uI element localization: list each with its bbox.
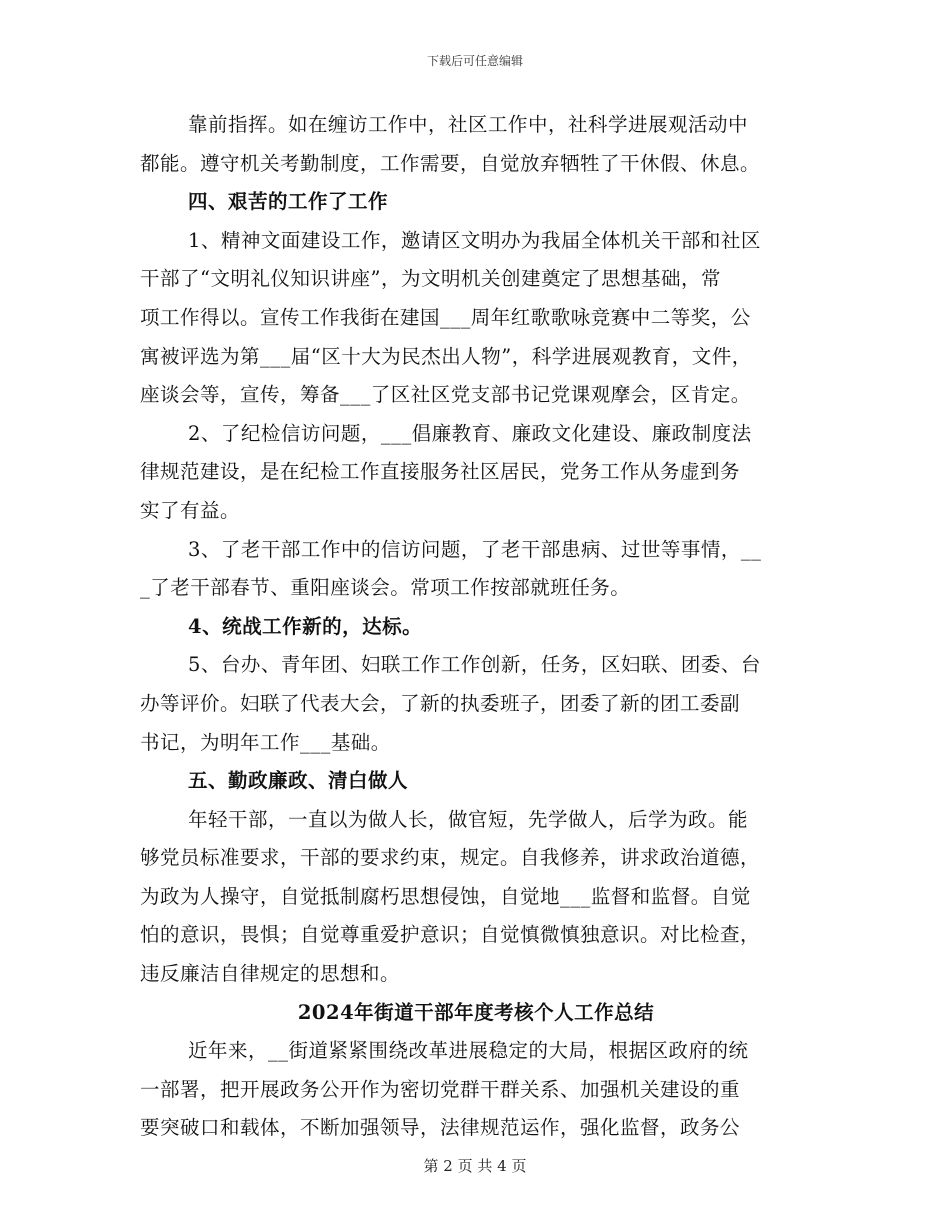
paragraph-line: 书记，为明年工作___基础。 [140, 730, 391, 754]
section-heading: 五、勤政廉政、清白做人 [188, 769, 409, 793]
paragraph-line: _了老干部春节、重阳座谈会。常项工作按部就班任务。 [140, 576, 631, 600]
section-heading: 4、统战工作新的，达标。 [188, 614, 423, 638]
document-body [140, 106, 812, 1148]
body-section-2 [140, 1032, 812, 1148]
paragraph-line: 1、精神文面建设工作，邀请区文明办为我届全体机关干部和社区 [188, 228, 761, 252]
paragraph-line: 为政为人操守，自觉抵制腐朽思想侵蚀，自觉地___监督和监督。自觉 [140, 884, 751, 908]
paragraph-line: 项工作得以。宣传工作我街在建国___周年红歌歌咏竞赛中二等奖，公 [140, 305, 751, 329]
paragraph-line: 怕的意识，畏惧；自觉尊重爱护意识；自觉慎微慎独意识。对比检查， [140, 923, 761, 947]
paragraph-line: 年轻干部，一直以为做人长，做官短，先学做人，后学为政。能 [188, 807, 749, 831]
section-heading: 四、艰苦的工作了工作 [188, 190, 389, 214]
paragraph-line: 3、了老干部工作中的信访问题，了老干部患病、过世等事情，__ [188, 537, 762, 561]
paragraph-line: 2、了纪检信访问题，___倡廉教育、廉政文化建设、廉政制度法 [188, 421, 752, 445]
paragraph-line: 近年来，__街道紧紧围绕改革进展稳定的大局，根据区政府的统 [188, 1039, 749, 1063]
paragraph-line: 够党员标准要求，干部的要求约束，规定。自我修养，讲求政治道德， [140, 846, 761, 870]
body-section-1 [140, 106, 812, 994]
paragraph-line: 寓被评选为第___届“区十大为民杰出人物”，科学进展观教育，文件， [140, 344, 752, 368]
paragraph-line: 要突破口和载体，不断加强领导，法律规范运作，强化监督，政务公 [140, 1116, 741, 1140]
page-header-note: 下载后可任意编辑 [426, 54, 523, 68]
document-title: 2024年街道干部年度考核个人工作总结 [297, 1000, 655, 1024]
paragraph-line: 都能。遵守机关考勤制度，工作需要，自觉放弃牺牲了干休假、休息。 [140, 151, 761, 175]
paragraph-line: 实了有益。 [140, 498, 241, 522]
paragraph-line: 5、台办、青年团、妇联工作工作创新，任务，区妇联、团委、台 [188, 653, 761, 677]
paragraph-line: 靠前指挥。如在缠访工作中，社区工作中，社科学进展观活动中 [188, 113, 749, 136]
paragraph-line: 违反廉洁自律规定的思想和。 [140, 962, 401, 986]
paragraph-line: 办等评价。妇联了代表大会，了新的执委班子，团委了新的团工委副 [140, 691, 741, 715]
page-number-footer: 第 2 页 共 4 页 [423, 1157, 527, 1175]
paragraph-line: 一部署，把开展政务公开作为密切党群干群关系、加强机关建设的重 [140, 1077, 741, 1101]
paragraph-line: 律规范建设，是在纪检工作直接服务社区居民，党务工作从务虚到务 [140, 460, 741, 484]
paragraph-line: 座谈会等，宣传，筹备___了区社区党支部书记党课观摩会，区肯定。 [140, 383, 751, 407]
paragraph-line: 干部了“文明礼仪知识讲座”，为文明机关创建奠定了思想基础，常 [140, 267, 721, 291]
